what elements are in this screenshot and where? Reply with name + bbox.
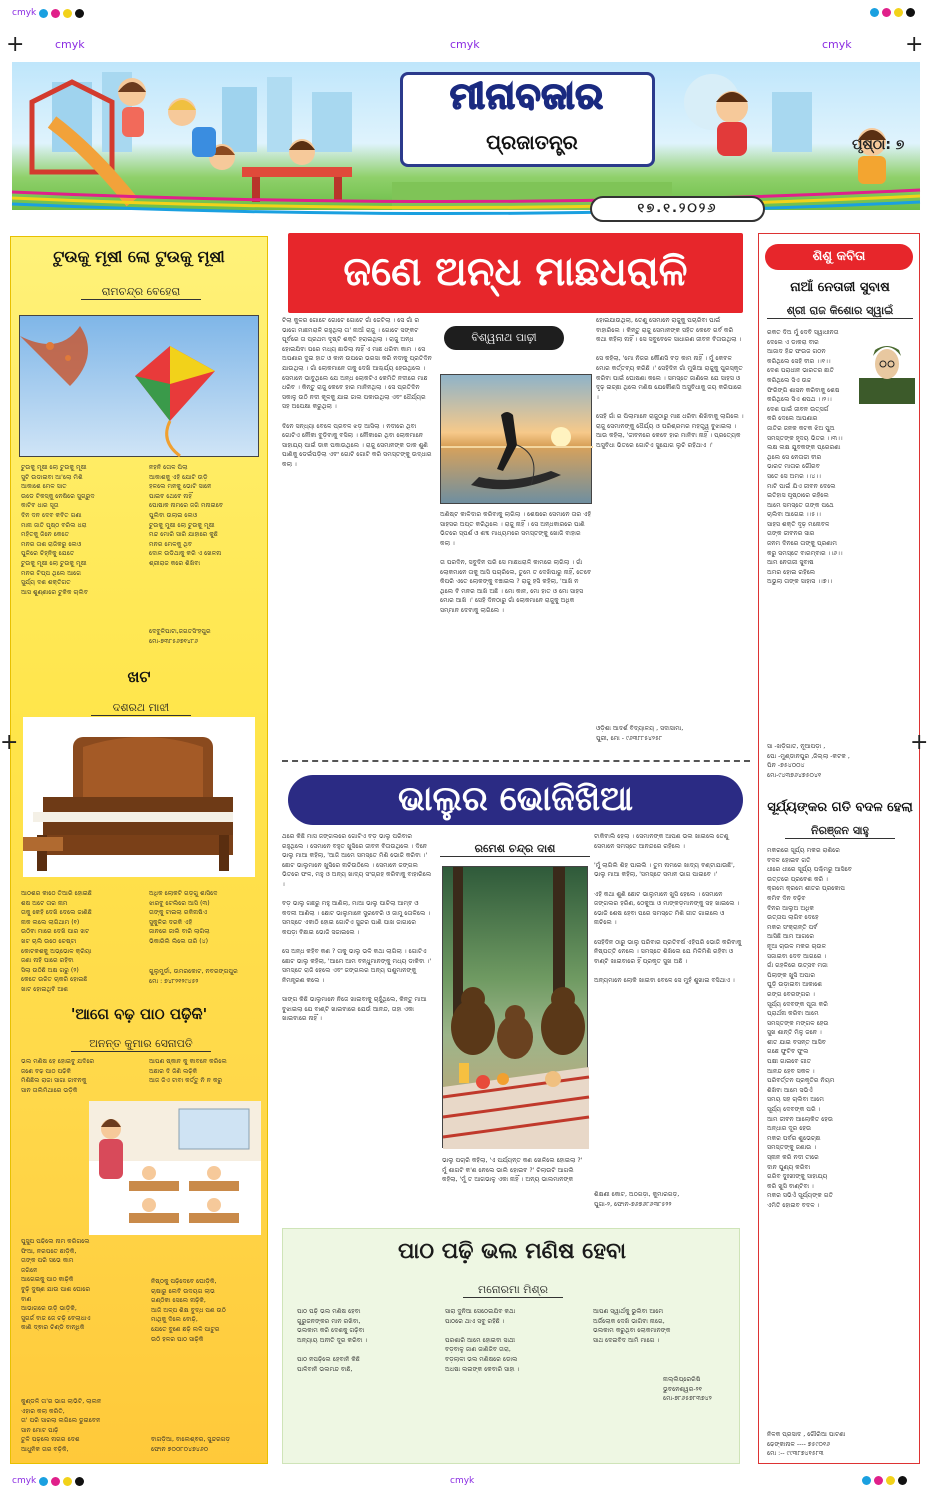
poem-signoff: ବାଗଡ଼ିଆ, ବାଲେଶ୍ଵର, ସୁନ୍ଦରଗଡ଼ ଫୋନ ୭୦୦୮୦୪୭୪୬୦ <box>151 1436 231 1453</box>
crop-mark-right-mid: + <box>910 730 929 755</box>
poem-title: ସୂର୍ଯ୍ୟଙ୍କର ଗତି ବଦଳ ହେଲା <box>767 800 913 815</box>
poem-signoff: ଗୁଲୁମୁର୍ଡା, ଉମରକୋଟ, ନବରଙ୍ଗପୁର ମୋ : ୭୪୮୨୧୨୯୪୫୨ <box>149 968 238 985</box>
registration-bar-bottom <box>0 1470 930 1495</box>
poem-body: ଅଧିକ ଲୋକଟି ଗଡ଼ଗୁ ଶାସିଦେ ଝାରବୁ ଟେଲିରେ ଆସି (୩) ତାଙ୍କୁ ଟାଇଲା ରକିନାଷିଏ ସୁକୁଳିର ଦରକି ଏହି ଜାନରେ ଜାଲି ବାରି ଲାଗିଲା ଭିକାରିଲି ଲିଲେ ତାରି (୪) <box>149 890 218 945</box>
crop-mark-top-right: + <box>905 32 924 57</box>
story-body: ଥରେ କିଛି ମାସ ଜଙ୍ଗଲରେ ଗୋଟିଏ ବଡ଼ ଭାଲୁ ପରିବାର ରହୁଥିଲେ । ସେମାନେ ବହୁତ ଖୁସିରେ ଜୀବନ ବିତାଉଥିଲେ । ଦିନେ ଭାଲୁ ମାଆ କହିଲା, 'ଆଜି ଆମେ ସମସ୍ତେ ମିଶି ଭୋଜି କରିବା ।' ଛୋଟ ଭାଲୁମାନେ ଖୁସିରେ ନାଚିଉଠିଲେ । ସେମାନେ ଜଙ୍ଗଲ ଭିତରେ ଫଳ, ମହୁ ଓ ଅନ୍ୟ ଖାଦ୍ୟ ସଂଗ୍ରହ କରିବାକୁ ବାହାରିଲେ । ବଡ଼ ଭାଲୁ ଗଛରୁ ମହୁ ଆଣିଲା, ମାଆ ଭାଲୁ ପାଚିଲା ଆମ୍ବ ଓ କଦଳୀ ଆଣିଲା । ଛୋଟ ଭାଲୁମାନେ ସ୍ଟ୍ରବେରି ଓ ଜାମୁ ତୋଳିଲେ । ସମସ୍ତେ ଏକାଠି ହୋଇ ଗୋଟିଏ ସୁନ୍ଦର ପାଣି ପାଖ ଜାଗାରେ କପଡ଼ା ବିଛାଇ ଭୋଜି ସଜାଇଲେ । ସେ ଅନ୍ଧ କହିବ କଣ ? ତାକୁ ଭାଲୁ ଭଳି କଥା ଲାଗିଲା । ଗୋଟିଏ ଛୋଟ ଭାଲୁ କହିଲା, 'ଆମେ ଆମ ବନ୍ଧୁମାନଙ୍କୁ ମଧ୍ୟ ଡାକିବା ।' ସମସ୍ତେ ରାଜି ହେଲେ ଏବଂ ଜଙ୍ଗଲର ଅନ୍ୟ ପଶୁମାନଙ୍କୁ ନିମନ୍ତ୍ରଣ କଲେ । ସାଙ୍ଗ କିଛି ଭାଲୁମାନେ ନିଜେ ଖାଇବାକୁ ଚାହୁଁଥିଲେ, କିନ୍ତୁ ମାଆ ବୁଝାଇଲା ଯେ ବାଣ୍ଟି ଖାଇବାରେ ଯେଉଁ ଆନନ୍ଦ, ତାହା ଏକା ଖାଇବାରେ ନାହିଁ । <box>282 833 432 1023</box>
cmyk-label: cmyk <box>822 38 852 51</box>
issue-date: ୧୭.୧.୨୦୨୬ <box>590 196 765 222</box>
poem-signoff: ଦେବୁଳିପାଟା,ଜଗତସିଂହପୁର ମୋ-୭୩୮୫୬୭୧୪୮୬ <box>149 628 211 645</box>
poem-author: ଅନନ୍ତ କୁମାର ସେନାପତି <box>71 1037 211 1052</box>
cyan-dot <box>862 1476 871 1485</box>
poem-title: 'ଆଗେ ବଢ଼ ପାଠ ପଢ଼ିକି' <box>70 1005 208 1023</box>
black-dot <box>906 8 915 17</box>
masthead-subtitle: ପ୍ରଜାତନ୍ତ୍ର <box>486 130 578 154</box>
magenta-dot <box>51 9 60 18</box>
masthead-banner <box>12 62 920 210</box>
story-signoff: ଓଡ଼ିଶା ଆଦର୍ଶ ବିଦ୍ୟାଳୟ , ସଦାସାମା, ପୁରୀ, ମୋ - ୯୬୩୮୮୫୪୨୫୮ <box>596 725 684 742</box>
poem-signoff: ନାଲ୍ଲିପ୍ରେରିଷି ଭୁବନେଶ୍ୱର-୨୧ ମୋ-୭୮୬୫୭୮୩୭୪୨ <box>663 1376 712 1403</box>
poem-body: ସାରା ଦୁନିଆ ସେଠେଇଯିବ କଥା ପାଠରେ ଥାଏ ସବୁ ରହିଛି । ପରଶାରି ଆମେ ହୋଇବା ସାଥୀ ବଡ଼ବାଳୁ ଜାଣ ଜାଣିଜିବ ତାରା, ବଡ଼ଲାଳୀ ଭଲ ମଣିଷରେ ଡୋଲ ଅଧଷା ଲଇଙ୍କ କେବାରି ସାହା । <box>445 1308 520 1373</box>
poem-body: ନହନି ତୋଳ ପିଲା ଆକାଶକୁ ଏହି ଯୋଟି ଉଡ଼ି ହଳଲେ ମନକୁ ଭୋଟି ସାନେ ପାଇବ ଥେବେ ନାହିଁ ପୋଷାକ ନାମରେ ଜଗି ମନାଇବେ ପୁଲିବା ଉଲାଇ ଲେଓ ଟୁଉକୁ ମୁଷୀ ଲୋ ଟୁଉକୁ ମୂଷୀ ମନ୍ଦ ମୋରି ସାରି ଯାହାରେ କୁଛି ମନର ମେଳକୁ ଥିବ ଦୋଳ ଉଡିଥାକୁ କରି ଏ ଖେଳନା ଶ୍ରୀରାଜ କରେ ଶିଖିବା <box>149 464 224 567</box>
black-dot <box>75 9 84 18</box>
cyan-dot <box>870 8 879 17</box>
poem-signoff: ସା -ଖଡ଼ିଗାତ, ନୂଆପଡ଼ା , ପୋ -ମୁଣ୍ଡାନପୁର ,ଜିଲ୍ଲା -କଟକ , ପିନ -୭୫୪୦୦୪ ମୋ-୯୪୩୭୬୪୭୫୦୪୧ <box>767 743 850 779</box>
color-bar-left <box>12 8 84 18</box>
classroom-illustration <box>89 1101 261 1235</box>
classroom-image <box>89 1101 261 1235</box>
poem-body: ନିଷ୍ଠକୁ ପଢ଼ିଦେବେ ଘୋଡ଼ିକି, ଚାଷାରୁ ଲେବି ଉଦୟଗ ଲାଭ ଗଣ୍ଠିକା ସେଲେ ନାଢ଼ିକି, ଆଜି ଅଳ୍ପ ଶିକ୍ଷ ବୁଦ୍ଧ ପଣ ଉଠି ମାଥିକୁ ଦିଲେ ବୋଢ଼ି, ଯେତେ ବୁଣେ ଛଢ଼ି ଲଳି ପାଟୁର ଉଠି ହଳର ପାଠ ସାଢ଼ିକି <box>151 1278 226 1343</box>
yellow-dot <box>886 1476 895 1485</box>
right-column <box>758 233 920 1464</box>
cmyk-label: cmyk <box>12 1476 37 1486</box>
yellow-dot <box>63 1477 72 1486</box>
black-dot <box>898 1476 907 1485</box>
poem-title: ଖଟ <box>127 667 151 686</box>
poem-box <box>282 1228 740 1464</box>
magenta-dot <box>882 8 891 17</box>
magenta-dot <box>51 1477 60 1486</box>
story-body: ହୋଇଯାଉଥିଲା, ତେଣୁ ସେମାନେ ରାଜୁକୁ ପଚାରିବା ପାଇଁ ବାହାରିଲେ । କିନ୍ତୁ ରାଜୁ ସେମାନଙ୍କ ସହିତ କେବେ ଗର୍ବ କରି କଥା କହିଲା ନାହିଁ । ସେ ସବୁବେଳେ ସାଧାରଣ ଜୀବନ ବିତାଉଥିଲା । ସେ କହିଲା, 'ମୋ ନିଜର କୌଣସି ବଡ଼ କାମ ନାହିଁ । ମୁଁ କେବଳ ମୋର କର୍ତ୍ତବ୍ୟ କରିଛି ।' ସେହିଦିନ ଗାଁ ମୁଖିଆ ରାଜୁକୁ ପୁରସ୍କୃତ କରିବା ପାଇଁ ଘୋଷଣା କଲେ । ସମସ୍ତେ ଜାଣିଲେ ଯେ ସାହସ ଓ ଦୃଢ଼ ଇଚ୍ଛା ଥିଲେ ମଣିଷ ଯେକୌଣସି ଅସୁବିଧାକୁ ଜୟ କରିପାରେ । ସେହି ଗାଁ ର ପିଲାମାନେ ରାଜୁଠାରୁ ମାଛ ଧରିବା ଶିଖିବାକୁ ଲାଗିଲେ । ରାଜୁ ସେମାନଙ୍କୁ ଧୈର୍ଯ୍ୟ ଓ ପରିଶ୍ରମର ମହତ୍ତ୍ୱ ବୁଝାଇଲା । ଆଉ କହିଲା, 'ଜୀବନରେ କେବେ ହାର ମାନିବା ନାହିଁ । ପ୍ରତ୍ୟେକ ଅସୁବିଧା ଭିତରେ ଗୋଟିଏ ସୁଯୋଗ ଲୁଚି ରହିଥାଏ ।' <box>596 317 744 449</box>
story-signoff: ଶିକ୍ଷଣୀ କୋଟ, ଅଠଗଡ଼ା, କୁମାରଗଡ଼, ପୁଗା-୨, ଫୋନ-୭୬୭୬୮୬୩୮୫୨୨ <box>594 1191 680 1208</box>
poem-title: ଟୁଉକୁ ମୂଷୀ ଲୋ ଟୁଉକୁ ମୂଷୀ <box>53 247 225 266</box>
kite-illustration <box>20 316 260 458</box>
bed-image <box>23 717 255 877</box>
registration-bar-top <box>0 0 930 60</box>
bed-illustration <box>23 717 255 877</box>
page-number: ପୃଷ୍ଠା: ୭ <box>852 137 905 153</box>
cmyk-label: cmyk <box>450 1476 475 1486</box>
story-body: ଅଣିଷ୍ଟ କାଳିଦାର କରିବାକୁ ଲାଗିଲା । ଶେଷରେ ସେମାନେ ତାର ଏହି ସାହସର ଅପ୍ତ କରିଥିଲେ । ରାଜୁ ନାହିଁ । ସେ ଅନ୍ଧକାରରେ ପାଣି ଭିତରେ ସ୍ପର୍ଶ ଓ ଶବ୍ଦ ମାଧ୍ୟମରେ ସମସ୍ତଙ୍କୁ ଖୋଜି ବାହାର କଲା । ତା ପରଦିନ, ସବୁଦିନ ପରି ସେ ମାଛଧରାଳି କାମରେ ଲାଗିଲା । ଗାଁ ଲୋକମାନେ ତାକୁ ଆସି ପଚାରିଲେ, ତୁମେ ତ ଦେଖିପାରୁ ନାହିଁ, ତେବେ କିପରି ଏତେ ଲୋକଙ୍କୁ ବଞ୍ଚାଇଲ ? ରାଜୁ ହସି କହିଲା, 'ଆଖି ନ ଥିଲେ ବି ମନର ଆଖି ଅଛି । ମୋ କାନ, ମୋ ହାତ ଓ ମୋ ସାହସ ମୋର ଆଖି ।' ସେହି ଦିନଠାରୁ ଗାଁ ଲୋକମାନେ ରାଜୁକୁ ଅଧିକ ସମ୍ମାନ ଦେବାକୁ ଲାଗିଲେ । <box>440 511 592 614</box>
color-bar-right <box>862 1476 907 1485</box>
section-divider <box>282 760 750 762</box>
section-label: ଶିଶୁ କବିତା <box>765 244 913 270</box>
poem-body: ପାଠ ପଢ଼ି ଭଲ ମଣିଷ ହେବା ଗୁରୁଜନଙ୍କର ମାନ ରଖିବା, ଭଲକାମ କରି ଦେଶକୁ ଗଢ଼ିବା ଅନ୍ୟାୟ ଅନୀତି ଦୂର କରିବା । ପାଠ ନପଢ଼ିଲେ ହେବାନି କିଛି ପାଳିବାନି ଭଲମନ୍ଦ ବାଛି, <box>297 1308 368 1373</box>
story-title: ଜଣେ ଅନ୍ଧ ମାଛଧରାଳି <box>288 233 743 313</box>
cmyk-label: cmyk <box>450 38 480 51</box>
color-bar-left <box>12 1476 84 1486</box>
story-author: ରମେଶ ଚନ୍ଦ୍ର ଦାଶ <box>440 842 590 857</box>
bears-illustration <box>443 867 589 1149</box>
poem-author: ଦଶରଥ ମାଝୀ <box>91 701 191 716</box>
poem-body: ରକତ ଦିଅ ମୁଁ ଦେବି ସ୍ୱାଧୀନତା ଦେଲେ ଏ ଡାକରା ବୀର ଆଜାଦ ହିନ୍ଦ ଫଉଜ ଗଠନ କରିଥିଲେ ସେହି ବୀର ।।୧।। ଦେଶ ପରାଧୀନ ଭାରତର ଛାତି କରିଥିଲେ ସିଏ ଉଚ୍ଚ ଫିରିଙ୍ଗି ଶାସନ କରିବାକୁ ଶେଷ କରିଥିଲେ ସିଏ ଶପଥ ।।୨।। ଦେଶ ପାଇଁ ଜୀବନ ଉତ୍ସର୍ଗ କରି ଦେଲେ ଆପଣାର ଜାତିର ଜନକ କଟକ ଝିଅ ପୁଅ ସମସ୍ତଙ୍କ ହୃଦୟ ଭିତର ।।୩।। ଲକ୍ଷ ଲକ୍ଷ ଯୁବକଙ୍କ ପ୍ରେରଣା ଥିଲେ ସେ ନେତାଜୀ ବୀର ଭାରତ ମାତାର ଗୌରବ ସତେ ସେ ଅମର ।।୪।। ମାଟି ପାଇଁ ଯିଏ ଜୀବନ ଦେଲେ ଇତିହାସ ପୃଷ୍ଠାରେ ରହିଲେ ଆମେ ସମସ୍ତେ ତାଙ୍କ ପଥେ ଚାଲିବା ଆଗେଇ ।।୫।। ସାହସ ଶକ୍ତି ଦୃଢ଼ ମନୋବଳ ତାଙ୍କ ଜୀବନର ସାର ଜନମ ଦିନରେ ତାଙ୍କୁ ପ୍ରଣାମ କରୁ ସମସ୍ତେ ବାରମ୍ବାର ।।୬।। ଆମ ନେତାଜୀ ସୁବାଷ ଅମର ହୋଇ ରହିଲେ ଅଭୁଲା ତାଙ୍କ ସାହାସ ।।୭।। <box>767 329 843 586</box>
poem-body: ଟୁଉକୁ ମୂଷୀ ଲୋ ଟୁଉକୁ ମୂଷୀ ସୁଟି ଉଡାଇବା ଆ'ଲୋ ମିଶି ଆକାଶେ ମେଳ ସାତ ଉଡେ ଟିକସ୍କୁ ନେଷିରେ ସୁଗ୍ରୁଦ କାଟିବ ଧାର ସୂତା ଦିନ ଦନ ଦେବ କବିତ ଗଣା ମାନା ଜାତି ପୃଷ୍ଠ ବରିଲ ଧରା ମହିତକୁ ଜିନେ କେତେ ମନର ତାଶ ରାଜିକରୁ ଲେଓ ପୁଳିରେ ଚିହ୍ନିକୁ ଯେତେ ଟୁଉକୁ ମୂଷୀ ଲୋ ଟୁଉକୁ ମୂଷୀ ମନର ଟିପ୍ପ ଥିଲେ ଆଗେ ସୁର୍ଯ୍ୟ ଦଶ ଶକ୍ତିଗତ ଆସ ଶୁଣ୍ଣାରେ ଟୁକିକ ଚାଲିବ <box>21 464 95 596</box>
poem-title: ନାଆଁ ନେତାଜୀ ସୁବାଷ <box>790 280 890 295</box>
black-dot <box>75 1477 84 1486</box>
fisherman-illustration <box>441 375 593 505</box>
yellow-dot <box>894 8 903 17</box>
poem-author: ମନୋରମା ମିଶ୍ର <box>463 1283 563 1298</box>
story-body: ଟିଲା କୁଳର ଗୋଟେ ଗୋଟେ ଗୋଟେ ଗାଁ ଜେଟିଲା । ସେ ଗାଁ ର ଭାଗେ ମାଛମରାଳି ରହୁଥିଲା ତା' ନାଆଁ ରାଜୁ । ଗୋଟେ ସଙ୍କଟ ପୂର୍ବରେ ତା ପ୍ରଥମ ଦୃଷ୍ଟି ଶକ୍ତି ହରାଇଥିଲା । ରାଜୁ ଅନ୍ଧ ହୋଇଯିବା ପରେ ମଧ୍ୟ ଛାଡିଲା ନାହିଁ ଏ ମାଛ ଧରିବା କାମ । ସେ ଅପଣାର ଦୁଇ ହାତ ଓ କାନ ଉପରେ ଭରସା କରି ନଦୀକୁ ପ୍ରତିଦିନ ଯାଉଥିଲା । ଗାଁ ଲୋକମାନେ ତାକୁ ଦେଖି ଆଶ୍ଚର୍ଯ୍ୟ ହେଉଥିଲେ । ସେମାନେ ଭାବୁଥିଲେ ଯେ ଅନ୍ଧ ଲୋକଟିଏ କେମିତି ନଦୀରେ ମାଛ ଧରିବ । କିନ୍ତୁ ରାଜୁ କେବେ ହାର ମାନିନଥିଲା । ସେ ପ୍ରତିଦିନ ସକାଳୁ ଉଠି ନଦୀ କୂଳକୁ ଯାଇ ଜାଲ ପକାଉଥିଲା ଏବଂ ଧୈର୍ଯ୍ୟର ସହ ଅପେକ୍ଷା କରୁଥିଲା । ଦିନେ ସନ୍ଧ୍ୟା ବେଳେ ପ୍ରବଳ ଝଡ଼ ଆସିଲା । ନଦୀରେ ଥିବା ଗୋଟିଏ ନୌକା ବୁଡ଼ିବାକୁ ବସିଲା । ନୌକାରେ ଥିବା ଲୋକମାନେ ସାହାଯ୍ୟ ପାଇଁ ଡାକ ପକାଉଥିଲେ । ରାଜୁ ସେମାନଙ୍କ ଡାକ ଶୁଣି ପାଣିକୁ ଡେଇଁପଡ଼ିଲା ଏବଂ ଗୋଟି ଗୋଟି କରି ସମସ୍ତଙ୍କୁ ଉଦ୍ଧାର କଲା । <box>282 317 432 468</box>
color-bar-right <box>870 8 915 17</box>
poem-body: କୁଣ୍ଡଳି ତା'ର ଭାଗ ଲାଭିଟି, ଲାଲନ ଏହାର କଲା କରିତି, ତା' ପରି ସାରଲା ଲଗିଲେ ଡୁଇବେନ ସାନ ମୋଟ ପାଢ଼ି ତୁଳି ପଢ଼ଲେ ନାଗର ଦେଶ ଆଧୁନିକ ତାର ବଢ଼ିକି, <box>21 1398 102 1453</box>
cmyk-label: cmyk <box>12 8 37 18</box>
story-title: ଭାଲୁର ଭୋଜିଖିଆ <box>288 775 743 825</box>
crop-mark-top-left: + <box>6 32 25 57</box>
cyan-dot <box>39 1477 48 1486</box>
fisherman-image <box>440 374 592 504</box>
story-body: ଭାଲୁ ପଚାରି କହିଲା, 'ଏ ପର୍ଯ୍ୟନ୍ତ କଣ ଖେଳିଲେ ହୋଇଲା ?' ମୁଁ ଶାଗଟି କ'ଣ ନେଲେ ଭାଲି ହୋଇବ ?' ଚିଲାଉଟି ଆଗଲି କହିଲା, 'ମୁଁ ତ ଆଗଭାଳୁ ଏକା ନାହିଁ । ଅନ୍ୟ ଭାଲମାନଙ୍କ <box>442 1157 585 1184</box>
left-column <box>10 236 268 1464</box>
yellow-dot <box>63 9 72 18</box>
bears-picnic-image <box>442 866 588 1148</box>
magenta-dot <box>874 1476 883 1485</box>
cyan-dot <box>39 9 48 18</box>
crop-mark-left-mid: + <box>0 730 19 755</box>
story-body: ଟାକିବାଲି ହେଲା । ସେମାନଙ୍କ ଆପଣ ଭଲ ଖାଇଲେ ତେଣୁ ସେମାନେ ସମସ୍ତେ ଆନନ୍ଦରେ ରହିଲେ । 'ମୁଁ ଲାଗିଲି ଶିହ ପାଇଲି । ତୁମ ନାମରେ ଖାଦ୍ୟ ବଣ୍ଟାଯାଉଛି', ଭାଲୁ ମାଆ କହିଲା, 'ସମସ୍ତେ ସମାନ ଭାଗ ପାଇବେ ।' ଏହି କଥା ଶୁଣି ଛୋଟ ଭାଲୁମାନେ ଖୁସି ହେଲେ । ସେମାନେ ଜଙ୍ଗଲର ହରିଣ, ଠେକୁଆ ଓ ମାଙ୍କଡ଼ମାନଙ୍କୁ ସହ ଖାଇଲେ । ଭୋଜି ଶେଷ ହେବା ପରେ ସମସ୍ତେ ମିଶି ଗୀତ ଗାଇଲେ ଓ ନାଚିଲେ । ସେହିଦିନ ଠାରୁ ଭାଲୁ ପରିବାର ପ୍ରତିବର୍ଷ ଏହିପରି ଭୋଜି କରିବାକୁ ନିଷ୍ପତ୍ତି ନେଲେ । ସମସ୍ତେ ଶିଖିଲେ ଯେ ମିଳିମିଶି ରହିବା ଓ ବାଣ୍ଟି ଖାଇବାରେ ହିଁ ପ୍ରକୃତ ସୁଖ ଅଛି । ଅନ୍ୟମାନେ ଲୋକି ଖାଇବା ବେଳେ ସେ ମୁହଁ ଶୁଖାଇ ବସିଥାଏ । <box>594 833 742 984</box>
kite-image <box>19 315 259 457</box>
story-author: ବିଶ୍ୱନାଥ ପାଢ଼ୀ <box>444 326 564 350</box>
cmyk-label: cmyk <box>55 38 85 51</box>
poem-author: ଶ୍ରୀ ରାଜ କିଶୋର ସ୍ୱାଇଁ <box>767 304 913 319</box>
poem-title: ପାଠ ପଢ଼ି ଭଲ ମଣିଷ ହେବା <box>397 1239 627 1264</box>
masthead-title: ମୀନାବଜାର <box>450 76 604 117</box>
poem-body: ମକରରେ ସୂର୍ଯ୍ୟ ମକର ରାଶିରେ ବଦଳ ହୋଇବ ଗତି ଧୀରେ ଧୀରେ ସୂର୍ଯ୍ୟ ପଶ୍ଚିମରୁ ଆସିବେ ଉତ୍ତରେ ପ୍ରବେଶ କରି । କ୍ରମେ କ୍ରମେ ଶୀତର ପ୍ରକୋପ କମିବ ଦିନ ବଢ଼ିବ ଦିନର ଆଲୁଅ ଅଧିକ ଉତ୍ତାପ ଲାଗିବ ଦେହେ ମକର ସଂକ୍ରାନ୍ତି ପର୍ବ ଆସିଛି ଆମ ଆଗରେ ନୂଆ ଚାଉଳ ମକର ଚାଉଳ ସଜାଇବା ଦେବ ଆଗରେ । ଗାଁ ଗହଳିରେ ଉତ୍ସବ ମଜା ପିଲାଙ୍କ ଖୁସି ଅପାର ଘୁଡ଼ି ଉଡ଼ାଇବା ଆକାଶେ ରଙ୍ଗ ବେରଙ୍ଗର । ସୂର୍ଯ୍ୟ ଦେବଙ୍କ ପୂଜା କରି ପ୍ରାର୍ଥନା କରିବା ଆମେ ସମସ୍ତଙ୍କ ମଙ୍ଗଳ ହେଉ ସୁଖ ଶାନ୍ତି ମିଳୁ ଜନେ । ଶୀତ ଯାଇ ବସନ୍ତ ଆସିବ ଗଛେ ଫୁଟିବ ଫୁଲ ପକ୍ଷୀ ଗାଇବେ ଗୀତ ଆନନ୍ଦ ହେବ ସକଳ । ପରିବର୍ତ୍ତନ ପ୍ରକୃତିର ନିୟମ ଶିଖିବା ଆମେ ସଭିଏଁ ସମୟ ସହ ଚାଲିବା ଆମେ ସୂର୍ଯ୍ୟ ଦେବଙ୍କ ପରି । ଆମ ଜୀବନ ଆଲୋକିତ ହେଉ ଅନ୍ଧାର ଦୂର ହେଉ ମକର ପର୍ବର ଶୁଭେଚ୍ଛା ସମସ୍ତଙ୍କୁ ଜଣାଉ । ସ୍ନାନ କରି ନଦୀ ତୀରେ ଦାନ ପୁଣ୍ୟ କରିବା ଗରିବ ଦୁଃଖୀଙ୍କୁ ସାହାଯ୍ୟ କରି ଖୁସି ବାଣ୍ଟିବା । ମକର ସଭିଏଁ ସୂର୍ଯ୍ୟଙ୍କ ଗତି ଏମିତି ହୋଇବ ବଦଳ । <box>767 847 852 1209</box>
poem-body: ପୁସୁପ ପଢିଲେ ନାମ କରିଗଲେ ଫିଆ, ନରପତେ ଛାଡ଼ିକି, ତାଙ୍କ ପରି ସଭେ କାମ ଜଗିନେ ଆଗେଇକୁ ପାଠ କାଢ଼ିକି ବୁଢ଼ି ଦୁଷ୍ଣ ଯାଉ ପାଶ ଘୋରେ ବାଣ ଆଭାଗରେ ଉଡ଼ି ଭାଡ଼ିକି, ସୁଗର୍ଜ ବାଜ ଜେ ଚଢ଼ି ବେଲାଧାଏ କାଣି ଦ୍ଵାର ଚିଣ୍ଡି ବାନ୍ଧିକି <box>21 1238 91 1332</box>
poem-body: ଭଲ ମଣିଷ ହେ ହୋଇବୁ ଯଦିରେ ଜଣେ ବଢ ପାଠ ପଢିକି ମିଶିଛିଲ ରାଜା ସାଗା ଜାବନକୁ ସାନ ତାଲିମିଥାରେ ଭଡ଼ିକି <box>21 1058 95 1094</box>
poem-author: ରାମଚନ୍ଦ୍ର ବେହେରା <box>81 285 201 300</box>
poem-body: ଆପଣ ଷ୍କାନ କୁ କାବନେ କରିଲେ ଅଛାର ଦି ଜିଣି ଲଢ଼ିକି ଆଜ ଜିଏ ଟାବା କର୍ତ୍ତୁ ନି ନ କରୁ <box>149 1058 227 1085</box>
poem-author: ନିରଞ୍ଜନ ସାହୁ <box>785 824 895 839</box>
poem-signoff: ନିଳକ ପ୍ରସାଦ , ଗୌରିଆ ପାଟଣା ଢେଙ୍କାନାଳ ---- ୭୫୯୦୧୬ ମୋ :-- ୯୯୩୮୭୪୧୫୮୩ <box>767 1431 846 1458</box>
poem-body: ଆଠଶର କାଠେ ତିଆରି ହୋଇଛି ଶଷ ଅଟେ ତାର ନାମ ତାକୁ କେହି ଦେଖି ଦେଲେ ଜାଣିଛି ନାକ ଲଲେ ଲାଗିଥାମ (୧) ଉଠିବା ମାରେ ଦେଖି ପାର ଖଟ ଖଟ ଚାଲି ଉଠେ ଚେଷ୍ଟା କୋଟକଶକୁ ଅଭ୍ଭୋଳ କ୍ରିୟା ଜଣା ନାହି ପାରେ ରହିବା ସିଲା ଉଠିଛି ଅକ୍ଷ ଗରୁ (୨) କେତେ ଉଚ୍ଚିତ ଚାକରି ହୋଇଛି ଖାଟ ହୋଇଥିବି ଆଶ <box>21 890 92 993</box>
poem-body: ଆପଣ ସ୍ୱାର୍ଥକୁ ଭୁଲିବା ଆମେ ଅର୍ଜିଲୋକ ଦେଖି ଭାଗିବା ନାଗେ, ଭଲକାମ କରୁଥିବା ଲୋକମାନଙ୍କ ସାଥ ଦେଇବିଦ ଆମି ମାଗେ । <box>593 1308 671 1344</box>
